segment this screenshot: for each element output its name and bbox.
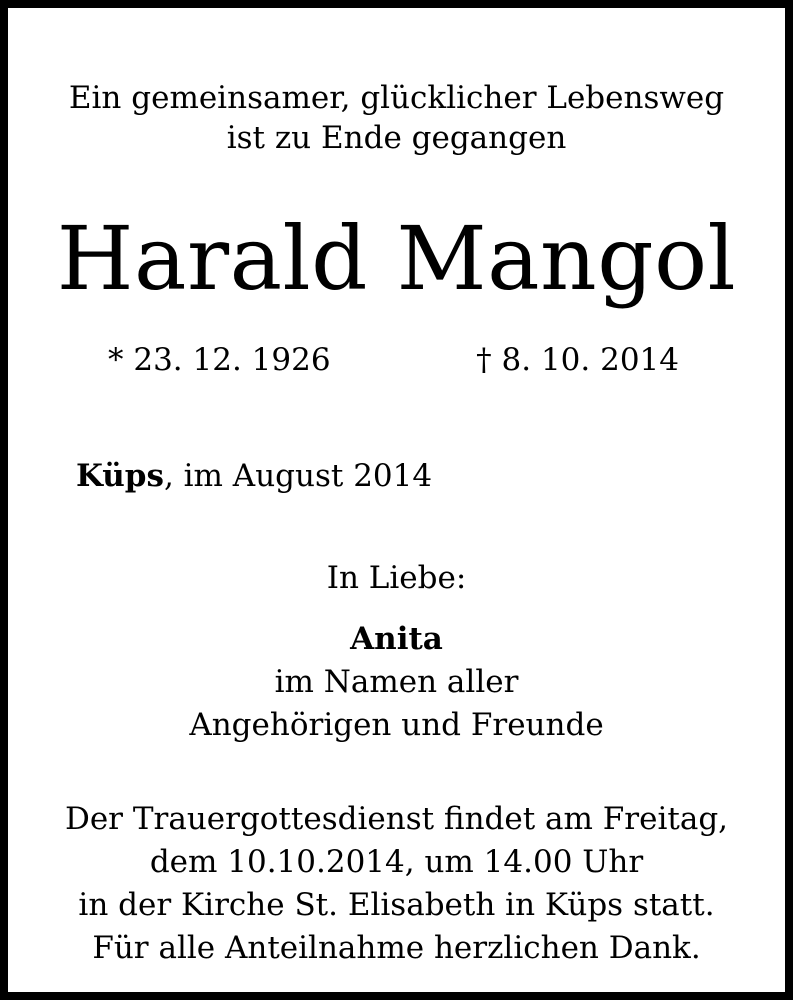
mourners-line-3: Angehörigen und Freunde <box>189 707 604 743</box>
place-date-line <box>76 456 432 496</box>
service-line-3: in der Kirche St. Elisabeth in Küps statt. <box>78 887 715 923</box>
intro-line-1: Ein gemeinsamer, glücklicher Lebensweg <box>68 80 725 116</box>
place-date: , im August 2014 <box>163 458 433 494</box>
service-info <box>8 798 785 970</box>
mourners-heading: In Liebe: <box>326 560 467 596</box>
deceased-name: Harald Mangol <box>56 207 737 310</box>
death-date: † 8. 10. 2014 <box>476 342 679 378</box>
intro-text <box>8 78 785 158</box>
main-mourner: Anita <box>350 621 443 657</box>
service-line-1: Der Trauergottesdienst findet am Freitag, <box>64 801 729 837</box>
mourners-block <box>8 618 785 747</box>
birth-date: * 23. 12. 1926 <box>108 342 331 378</box>
place-name: Küps <box>76 458 164 494</box>
intro-line-2: ist zu Ende gegangen <box>226 120 567 156</box>
service-line-2: dem 10.10.2014, um 14.00 Uhr <box>149 844 644 880</box>
mourners-line-2: im Namen aller <box>274 664 519 700</box>
service-line-4: Für alle Anteilnahme herzlichen Dank. <box>92 930 701 966</box>
